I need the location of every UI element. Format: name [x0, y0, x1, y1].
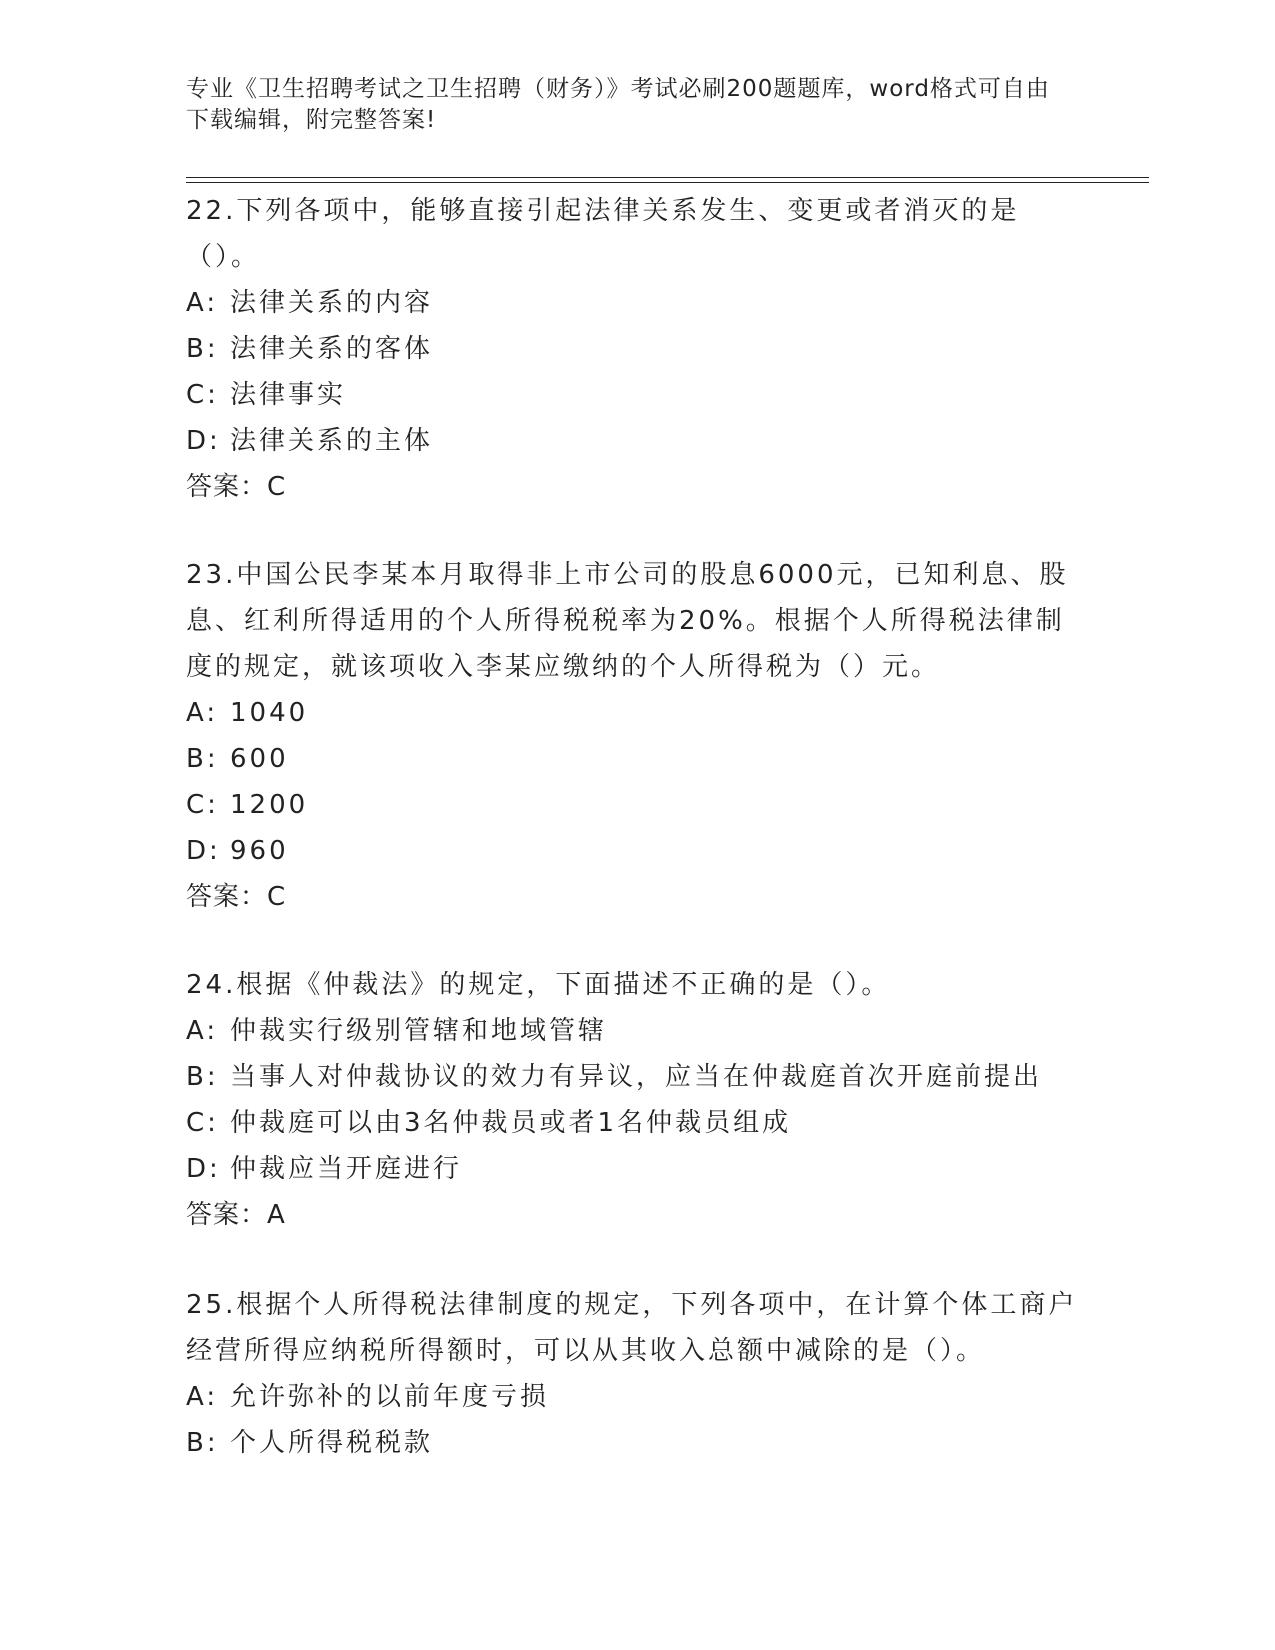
option-b	[186, 1054, 1086, 1100]
option-c	[186, 782, 1086, 828]
option-d	[186, 828, 1086, 874]
option-key: A:	[186, 698, 219, 728]
option-text: 法律关系的客体	[230, 334, 434, 364]
option-text: 法律事实	[230, 380, 347, 410]
option-b	[186, 736, 1086, 782]
answer-line: 答案：C	[186, 882, 287, 912]
option-text: 仲裁应当开庭进行	[230, 1154, 463, 1184]
option-key: B:	[186, 334, 219, 364]
document-intro: 专业《卫生招聘考试之卫生招聘（财务）》考试必刷200题题库，word格式可自由下载编辑，附完整答案!	[186, 76, 1050, 133]
option-key: D:	[186, 1154, 221, 1184]
option-text: 允许弥补的以前年度亏损	[230, 1382, 550, 1412]
option-key: A:	[186, 288, 219, 318]
option-b	[186, 1420, 1086, 1466]
option-key: B:	[186, 1428, 219, 1458]
option-d	[186, 1146, 1086, 1192]
answer-line: 答案：C	[186, 472, 287, 502]
question-24	[186, 962, 1086, 1238]
option-a	[186, 1374, 1086, 1420]
question-text: 23.中国公民李某本月取得非上市公司的股息6000元，已知利息、股息、红利所得适用的个人所得税税率为20%。根据个人所得税法律制度的规定，就该项收入李某应缴纳的个人所得税为（）元。	[186, 560, 1069, 682]
option-text: 当事人对仲裁协议的效力有异议，应当在仲裁庭首次开庭前提出	[230, 1062, 1043, 1092]
option-text: 法律关系的主体	[230, 426, 434, 456]
option-key: D:	[186, 426, 221, 456]
option-b	[186, 326, 1086, 372]
option-key: A:	[186, 1016, 219, 1046]
option-text: 1040	[230, 698, 309, 728]
option-key: A:	[186, 1382, 219, 1412]
header-divider-top	[186, 177, 1149, 178]
option-text: 600	[230, 744, 289, 774]
option-d	[186, 418, 1086, 464]
question-22	[186, 188, 1086, 510]
option-text: 1200	[230, 790, 309, 820]
option-text: 个人所得税税款	[230, 1428, 434, 1458]
option-a	[186, 690, 1086, 736]
option-c	[186, 1100, 1086, 1146]
header-divider-bottom	[186, 182, 1149, 183]
option-text: 仲裁庭可以由3名仲裁员或者1名仲裁员组成	[230, 1108, 792, 1138]
option-key: C:	[186, 380, 219, 410]
question-text: 24.根据《仲裁法》的规定，下面描述不正确的是（）。	[186, 970, 891, 1000]
option-key: C:	[186, 1108, 219, 1138]
question-text: 22.下列各项中，能够直接引起法律关系发生、变更或者消灭的是（）。	[186, 196, 1020, 272]
option-key: C:	[186, 790, 219, 820]
question-23	[186, 552, 1086, 920]
option-text: 法律关系的内容	[230, 288, 434, 318]
answer-line: 答案：A	[186, 1200, 286, 1230]
question-25	[186, 1282, 1086, 1466]
option-text: 960	[230, 836, 289, 866]
option-c	[186, 372, 1086, 418]
option-a	[186, 280, 1086, 326]
option-key: B:	[186, 1062, 219, 1092]
option-key: B:	[186, 744, 219, 774]
question-text: 25.根据个人所得税法律制度的规定，下列各项中，在计算个体工商户经营所得应纳税所得额时，可以从其收入总额中减除的是（）。	[186, 1290, 1078, 1366]
option-key: D:	[186, 836, 221, 866]
option-a	[186, 1008, 1086, 1054]
option-text: 仲裁实行级别管辖和地域管辖	[230, 1016, 608, 1046]
